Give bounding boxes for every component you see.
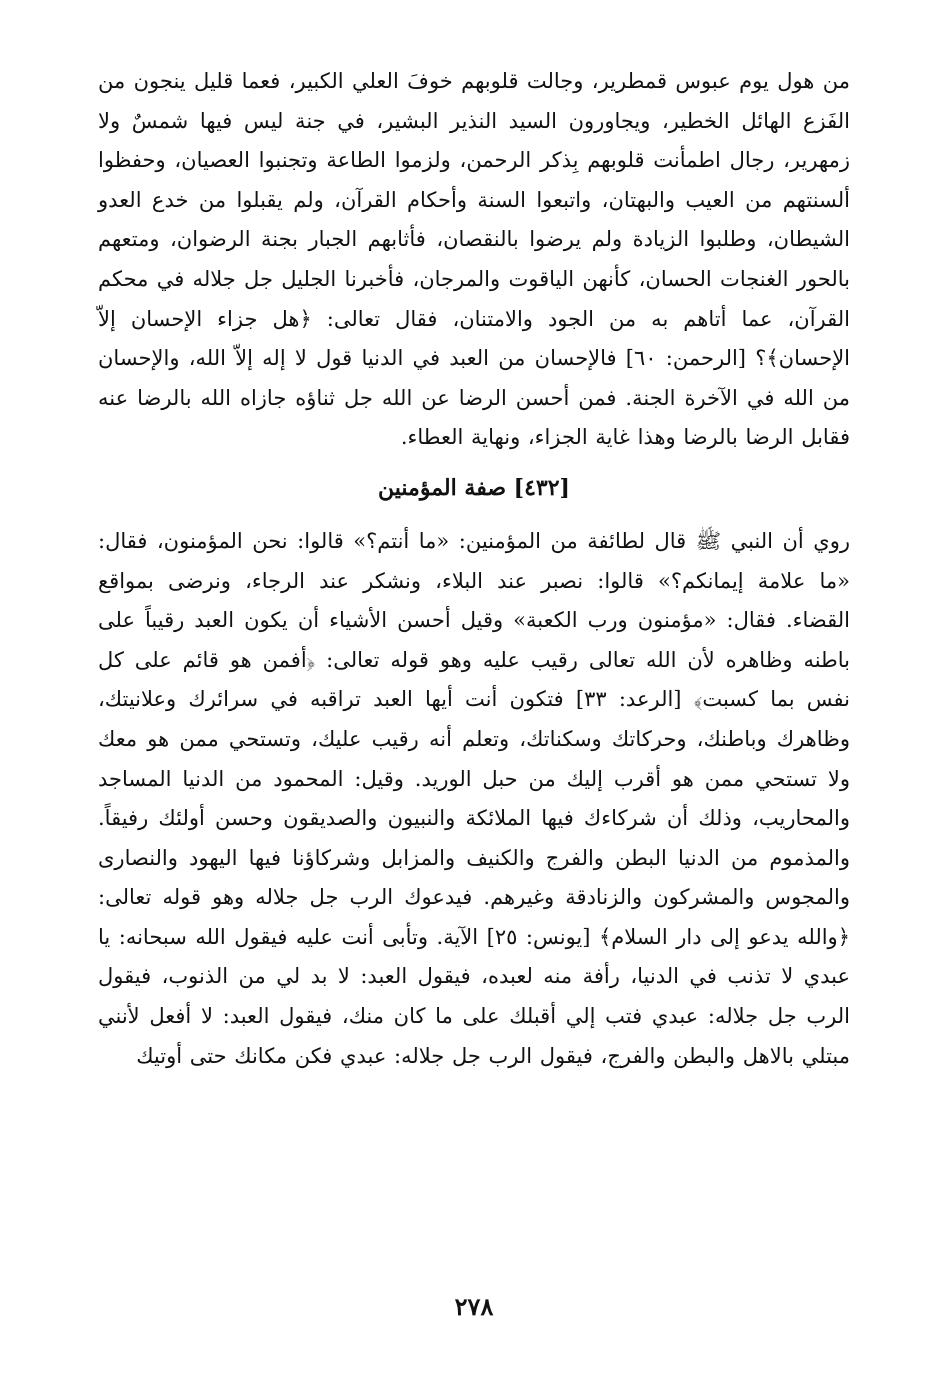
- section-heading: [٤٣٢] صفة المؤمنين: [378, 474, 570, 501]
- paragraph-intro: من هول يوم عبوس قمطرير، وجالت قلوبهم خوفَ العلي الكبير، فعما قليل ينجون من الفَزع الهائل الخطير، ويجاورون السيد النذير البشير، في جنة ليس فيها شمسٌ ولا زمهرير، رجال اطمأنت قلوبهم بِذكر الرحمن، ولزموا الطاعة وتجنبوا العصيان، وحفظوا ألسنتهم من العيب والبهتان، واتبعوا السنة وأحكام القرآن، ولم يقبلوا من خدع العدو الشيطان، وطلبوا الزيادة ولم يرضوا بالنقصان، فأثابهم الجبار بجنة الرضوان، ومتعهم بالحور الغنجات الحسان، كأنهن الياقوت والمرجان، فأخبرنا الجليل جل جلاله في محكم القرآن، عما أتاهم به من الجود والامتنان، فقال تعالى: ﴿هل جزاء الإحسان إلاّ الإحسان﴾؟ [الرحمن: ٦٠] فالإحسان من العبد في الدنيا قول لا إله إلاّ الله، والإحسان من الله في الآخرة الجنة. فمن أحسن الرضا عن الله جل ثناؤه جازاه الله بالرضا عنه فقابل الرضا بالرضا وهذا غاية الجزاء، ونهاية العطاء.: [98, 69, 851, 450]
- paragraph-section: روي أن النبي ﷺ قال لطائفة من المؤمنين: «ما أنتم؟» قالوا: نحن المؤمنون، فقال: «ما علامة إيمانكم؟» قالوا: نصبر عند البلاء، ونشكر عند الرجاء، ونرضى بمواقع القضاء. فقال: «مؤمنون ورب الكعبة» وقيل أحسن الأشياء أن يكون العبد رقيباً على باطنه وظاهره لأن الله تعالى رقيب عليه وهو قوله تعالى: ﴿أفمن هو قائم على كل نفس بما كسبت﴾ [الرعد: ٣٣] فتكون أنت أيها العبد تراقبه في سرائرك وعلانيتك، وظاهرك وباطنك، وحركاتك وسكناتك، وتعلم أنه رقيب عليك، وتستحي ممن هو معك ولا تستحي ممن هو أقرب إليك من حبل الوريد. وقيل: المحمود من الدنيا المساجد والمحاريب، وذلك أن شركاءك فيها الملائكة والنبيون والصديقون وحسن أولئك رفيقاً. والمذموم من الدنيا البطن والفرج والكنيف والمزابل وشركاؤنا فيها اليهود والنصارى والمجوس والمشركون والزنادقة وغيرهم. فيدعوك الرب جل جلاله وهو قوله تعالى: ﴿والله يدعو إلى دار السلام﴾ [يونس: ٢٥] الآية. وتأبى أنت عليه فيقول الله سبحانه: يا عبدي لا تذنب في الدنيا، رأفة منه لعبده، فيقول العبد: لا بد لي من الذنوب، فيقول الرب جل جلاله: عبدي فتب إلي أقبلك على ما كان منك، فيقول العبد: لا أفعل لأنني مبتلي بالاهل والبطن والفرج، فيقول الرب جل جلاله: عبدي فكن مكانك حتى أوتيك: [98, 528, 851, 1068]
- page-body: [98, 62, 850, 1076]
- page-number: ٢٧٨: [454, 1292, 494, 1321]
